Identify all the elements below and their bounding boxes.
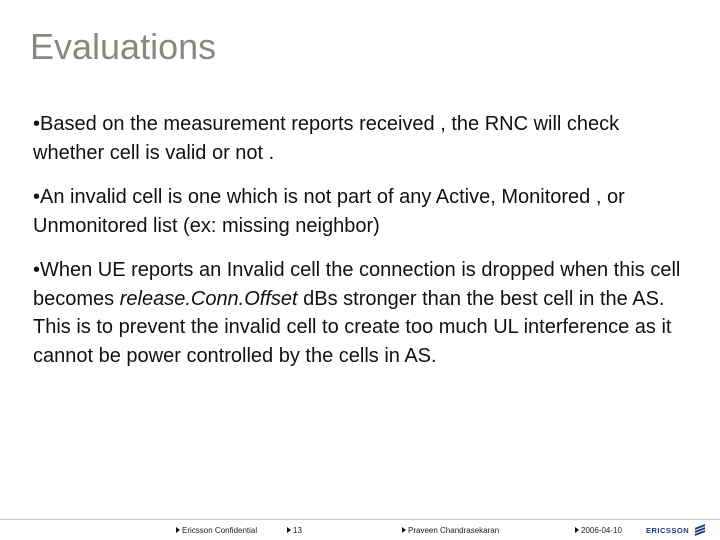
footer-author <box>402 524 499 536</box>
arrow-bullet-icon <box>287 527 291 533</box>
footer-page-number <box>287 524 302 536</box>
logo-text: ERICSSON <box>646 525 690 535</box>
slide-body <box>33 110 693 386</box>
bullet-item <box>33 256 693 370</box>
footer-author-label: Praveen Chandrasekaran <box>408 525 500 535</box>
footer-date-label: 2006-04-10 <box>581 525 622 535</box>
ericsson-logo-icon <box>695 525 705 535</box>
bullet-emphasis: release.Conn.Offset <box>119 287 298 310</box>
bullet-item: •An invalid cell is one which is not part of any Active, Monitored , or Unmonitored list (ex: missing neighbor) <box>33 186 625 237</box>
bullet-item: •Based on the measurement reports received , the RNC will check whether cell is valid or not . <box>33 113 620 164</box>
arrow-bullet-icon <box>402 527 406 533</box>
footer-divider <box>0 519 720 520</box>
footer-confidentiality-label: Ericsson Confidential <box>182 525 258 535</box>
company-logo <box>646 524 705 536</box>
bullet-text-start: •When UE reports an Invalid cell the connection is dropped when this cell becomes <box>33 259 681 310</box>
footer-page-number-label: 13 <box>293 525 302 535</box>
arrow-bullet-icon <box>176 527 180 533</box>
footer-confidentiality <box>176 524 257 536</box>
bullet-text-end: dBs stronger than the best cell in the AS. This is to prevent the invalid cell to create too much UL interference as it cannot be power controlled by the cells in AS. <box>33 287 672 367</box>
arrow-bullet-icon <box>575 527 579 533</box>
footer-date <box>575 524 622 536</box>
slide-title: Evaluations <box>30 26 217 67</box>
